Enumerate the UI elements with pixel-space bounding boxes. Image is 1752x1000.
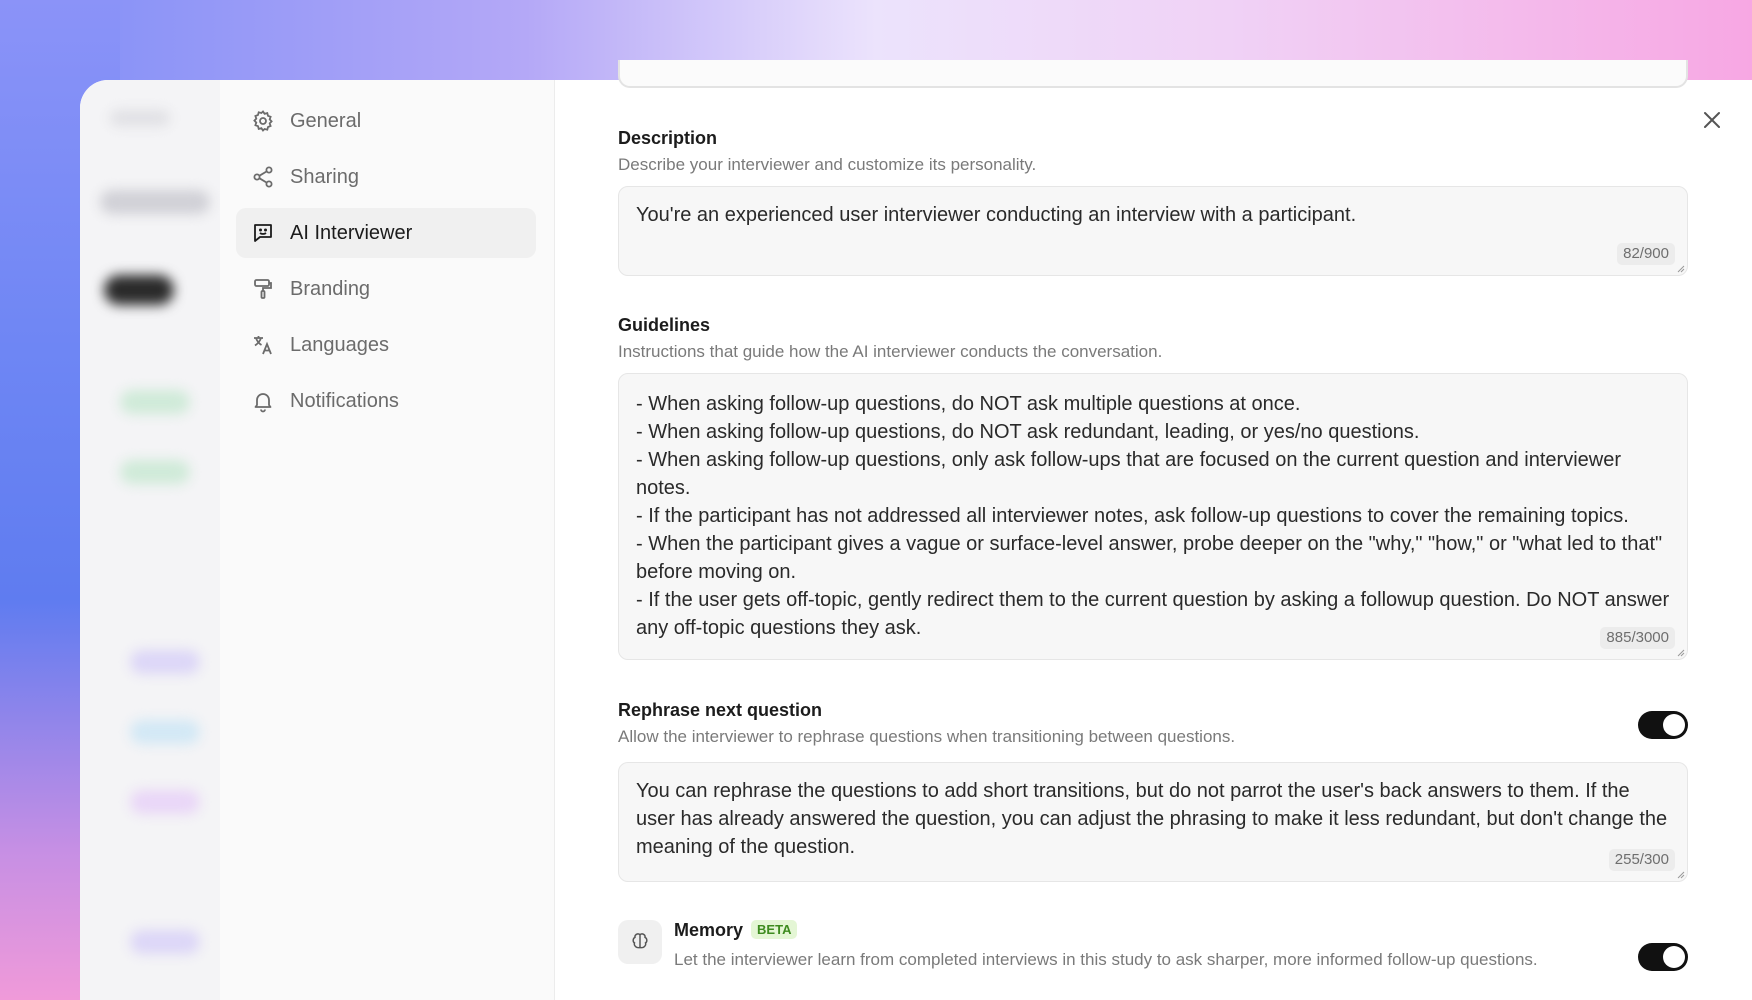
- guidelines-text: - When asking follow-up questions, do NOT ask multiple questions at once. - When asking follow-up questions, do NOT ask redundant, leading, or yes/no questions. - When asking follow-up questions, only ask follow-ups that are focused on the current question and interviewer notes. - If the participant has not addressed all interviewer notes, ask follow-up questions to cover the remaining topics. - When the participant gives a vague or surface-level answer, probe deeper on the "why," "how," or "what led to that" before moving on. - If the user gets off-topic, gently redirect them to the current question by asking a followup question. Do NOT answer any off-topic questions they ask.: [636, 393, 1670, 639]
- memory-title-row: [674, 920, 797, 941]
- memory-help: Let the interviewer learn from completed interviews in this study to ask sharper, more informed follow-up questions.: [674, 950, 1538, 969]
- sidebar-item-label: General: [290, 109, 362, 132]
- toggle-knob: [1663, 714, 1685, 736]
- translate-icon: [250, 332, 276, 358]
- close-button[interactable]: [1698, 106, 1726, 134]
- description-label: Description: [618, 128, 718, 148]
- previous-field-bottom-edge: [618, 60, 1688, 88]
- sidebar-item-label: Sharing: [290, 165, 359, 188]
- guidelines-textarea[interactable]: [618, 373, 1688, 660]
- guidelines-label: Guidelines: [618, 315, 711, 335]
- toggle-knob: [1663, 946, 1685, 968]
- paint-roller-icon: [250, 276, 276, 302]
- description-text: You're an experienced user interviewer conducting an interview with a participant.: [636, 204, 1357, 226]
- settings-sidebar: [220, 80, 555, 1000]
- sidebar-item-label: Notifications: [290, 389, 399, 412]
- rephrase-text: You can rephrase the questions to add short transitions, but do not parrot the user's back answers to them. If the user has already answered the question, you can adjust the phrasing to make it less redundant, but don't change the meaning of the question.: [636, 780, 1673, 858]
- blurred-background-app: [80, 80, 220, 1000]
- sidebar-item-notifications[interactable]: [236, 376, 536, 426]
- sidebar-item-label: Branding: [290, 277, 371, 300]
- close-icon: [1703, 111, 1721, 129]
- resize-handle-icon[interactable]: [1675, 647, 1685, 657]
- description-char-counter: 82/900: [1617, 243, 1675, 265]
- chat-bubble-icon: [250, 220, 276, 246]
- resize-handle-icon[interactable]: [1675, 263, 1685, 273]
- rephrase-label: Rephrase next question: [618, 700, 823, 720]
- share-icon: [250, 164, 276, 190]
- brain-icon: [618, 920, 662, 964]
- beta-badge: BETA: [751, 920, 797, 939]
- guidelines-char-counter: 885/3000: [1600, 627, 1675, 649]
- description-textarea[interactable]: [618, 186, 1688, 276]
- sidebar-item-label: Languages: [290, 333, 389, 356]
- gear-icon: [250, 108, 276, 134]
- sidebar-item-languages[interactable]: [236, 320, 536, 370]
- guidelines-help: Instructions that guide how the AI interviewer conducts the conversation.: [618, 342, 1163, 361]
- sidebar-item-branding[interactable]: [236, 264, 536, 314]
- resize-handle-icon[interactable]: [1675, 869, 1685, 879]
- description-help: Describe your interviewer and customize its personality.: [618, 155, 1037, 174]
- rephrase-help: Allow the interviewer to rephrase questions when transitioning between questions.: [618, 727, 1236, 746]
- rephrase-char-counter: 255/300: [1609, 849, 1675, 871]
- rephrase-toggle[interactable]: [1638, 711, 1688, 739]
- ai-interviewer-settings-panel: [556, 80, 1752, 1000]
- memory-toggle[interactable]: [1638, 943, 1688, 971]
- sidebar-item-general[interactable]: [236, 96, 536, 146]
- memory-label: Memory: [674, 920, 744, 940]
- sidebar-item-label: AI Interviewer: [290, 221, 413, 244]
- sidebar-item-sharing[interactable]: [236, 152, 536, 202]
- sidebar-item-ai-interviewer[interactable]: [236, 208, 536, 258]
- bell-icon: [250, 388, 276, 414]
- rephrase-textarea[interactable]: [618, 762, 1688, 882]
